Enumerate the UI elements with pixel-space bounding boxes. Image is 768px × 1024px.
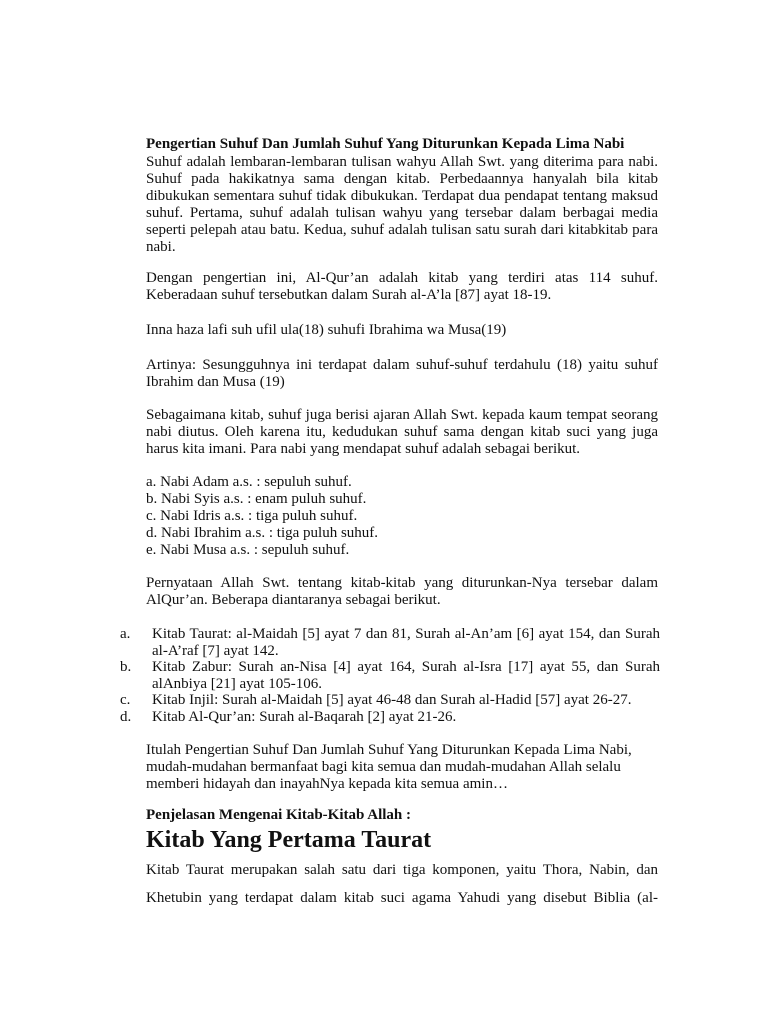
list-marker: c. bbox=[120, 692, 131, 708]
paragraph-transliterasi-ayat: Inna haza lafi suh ufil ula(18) suhufi Ibrahima wa Musa(19) bbox=[146, 322, 507, 338]
heading-penjelasan-kitab: Penjelasan Mengenai Kitab-Kitab Allah : bbox=[146, 807, 412, 823]
list-marker: a. bbox=[120, 626, 131, 642]
text-line: Kitab Taurat merupakan salah satu dari tiga komponen, yaitu Thora, Nabin, dan bbox=[146, 862, 658, 878]
paragraph-kedudukan-suhuf: Sebagaimana kitab, suhuf juga berisi ajaran Allah Swt. kepada kaum tempat seorang nabi diutus. Oleh karena itu, kedudukan suhuf sama dengan kitab suci yang juga harus kita imani. Para nabi yang mendapat suhuf adalah sebagai berikut. bbox=[146, 407, 658, 457]
paragraph-pernyataan-kitab: Pernyataan Allah Swt. tentang kitab-kitab yang diturunkan-Nya tersebar dalam AlQur’an. Beberapa diantaranya sebagai berikut. bbox=[146, 575, 658, 608]
paragraph-kitab-taurat bbox=[146, 856, 658, 912]
list-marker: b. bbox=[120, 659, 132, 675]
kitab-list-item-quran bbox=[120, 709, 660, 726]
paragraph-pengertian-quran: Dengan pengertian ini, Al-Qur’an adalah kitab yang terdiri atas 114 suhuf. Keberadaan suhuf tersebutkan dalam Surah al-A’la [87] ayat 18-19. bbox=[146, 270, 658, 303]
suhuf-nabi-list bbox=[146, 474, 658, 559]
paragraph-penutup bbox=[146, 742, 686, 793]
list-marker: d. bbox=[120, 709, 132, 725]
heading-pengertian-suhuf: Pengertian Suhuf Dan Jumlah Suhuf Yang Diturunkan Kepada Lima Nabi bbox=[146, 136, 625, 152]
list-item: d. Nabi Ibrahim a.s. : tiga puluh suhuf. bbox=[146, 525, 379, 541]
kitab-list-item-zabur bbox=[120, 659, 660, 693]
kitab-list-item-taurat bbox=[120, 626, 660, 660]
heading-kitab-taurat: Kitab Yang Pertama Taurat bbox=[146, 827, 432, 853]
list-item: c. Nabi Idris a.s. : tiga puluh suhuf. bbox=[146, 508, 358, 524]
list-item-text: Kitab Al-Qur’an: Surah al-Baqarah [2] ayat 21-26. bbox=[152, 709, 457, 725]
list-item-text: Kitab Injil: Surah al-Maidah [5] ayat 46-48 dan Surah al-Hadid [57] ayat 26-27. bbox=[152, 692, 632, 708]
text-line: mudah-mudahan bermanfaat bagi kita semua dan mudah-mudahan Allah selalu bbox=[146, 759, 621, 775]
list-item-text: Kitab Taurat: al-Maidah [5] ayat 7 dan 81, Surah al-An’am [6] ayat 154, dan Surah al-A’raf [7] ayat 142. bbox=[152, 626, 660, 659]
list-item: a. Nabi Adam a.s. : sepuluh suhuf. bbox=[146, 474, 352, 490]
kitab-list-item-injil bbox=[120, 692, 660, 709]
list-item: e. Nabi Musa a.s. : sepuluh suhuf. bbox=[146, 542, 350, 558]
text-line: memberi hidayah dan inayahNya kepada kita semua amin… bbox=[146, 776, 508, 792]
text-line: Khetubin yang terdapat dalam kitab suci agama Yahudi yang disebut Biblia (al- bbox=[146, 890, 658, 906]
paragraph-arti-ayat: Artinya: Sesungguhnya ini terdapat dalam suhuf-suhuf terdahulu (18) yaitu suhuf Ibrahim dan Musa (19) bbox=[146, 357, 658, 390]
list-item: b. Nabi Syis a.s. : enam puluh suhuf. bbox=[146, 491, 367, 507]
text-line: Itulah Pengertian Suhuf Dan Jumlah Suhuf Yang Diturunkan Kepada Lima Nabi, bbox=[146, 742, 632, 758]
paragraph-definisi-suhuf: Suhuf adalah lembaran-lembaran tulisan wahyu Allah Swt. yang diterima para nabi. Suhuf pada hakikatnya sama dengan kitab. Perbedaannya hanyalah bila kitab dibukukan sementara suhuf tidak dibukukan. Terdapat dua pendapat tentang maksud suhuf. Pertama, suhuf adalah tulisan wahyu yang tersebar dalam berbagai media seperti pelepah atau batu. Kedua, suhuf adalah tulisan satu surah dari kitabkitab para nabi. bbox=[146, 154, 658, 255]
list-item-text: Kitab Zabur: Surah an-Nisa [4] ayat 164, Surah al-Isra [17] ayat 55, dan Surah alAnbiya [21] ayat 105-106. bbox=[152, 659, 660, 692]
